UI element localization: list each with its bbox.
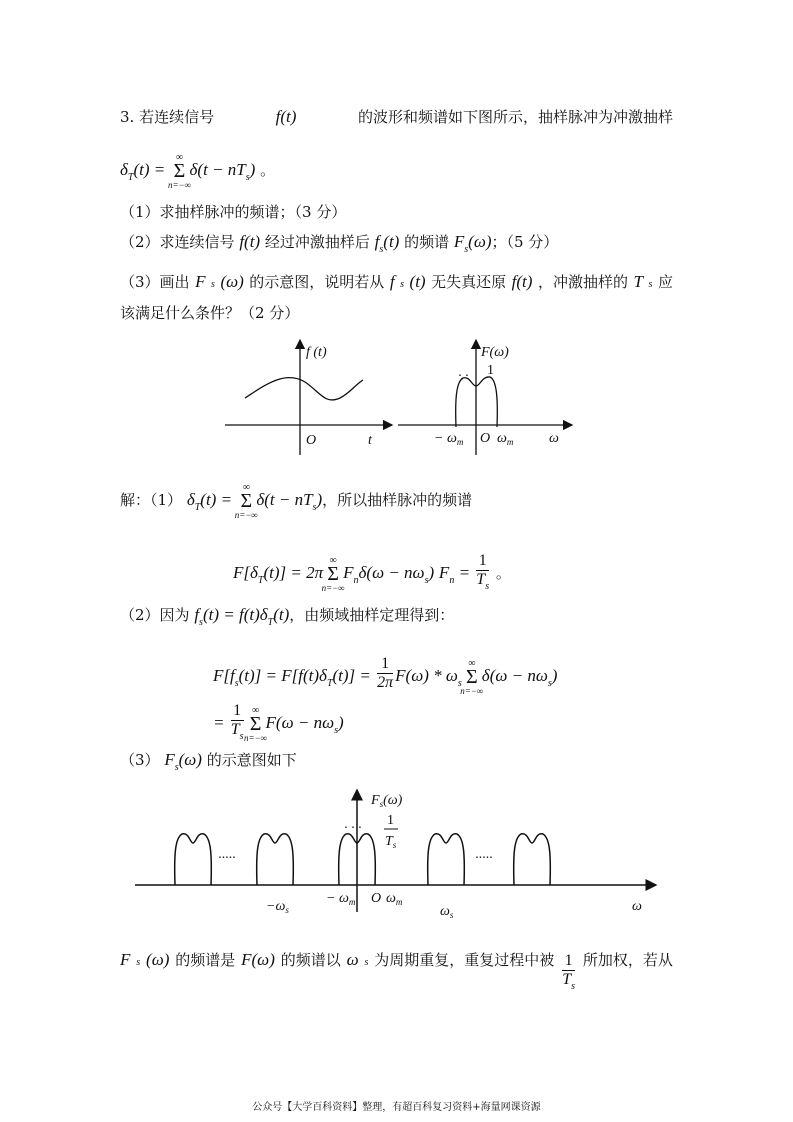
math-segment: s: [648, 279, 653, 290]
summation: ∞ Σ n=−∞: [463, 667, 481, 687]
text-segment: （2）求连续信号: [120, 233, 240, 251]
math-segment: δ: [120, 160, 128, 179]
spectrum-replica: [257, 834, 294, 885]
math-segment: δ(ω − nω: [481, 666, 548, 685]
fs-neg-ws-label: $-\omega_s$: [266, 899, 289, 915]
fraction-part: 1: [231, 702, 244, 721]
fs-peak-num: 1: [387, 813, 394, 828]
time-axis-label: t: [368, 433, 372, 448]
spectrum-replica: [514, 834, 551, 885]
math-segment: δ: [186, 490, 195, 509]
spectrum-replica: [175, 834, 212, 885]
math-segment: ): [551, 666, 558, 685]
freq-peak-label: 1: [487, 363, 494, 378]
fs-pos-wm-label: $\omega_m$: [386, 891, 403, 907]
math-segment: s: [136, 957, 141, 968]
math-segment: T: [326, 678, 333, 689]
math-segment: (t)] = 2π: [263, 563, 324, 582]
math-segment: (t) =: [133, 160, 170, 179]
math-segment: f(t): [511, 272, 533, 291]
text-segment: 应: [657, 273, 673, 291]
text-segment: 的波形和频谱如下图所示，抽样脉冲为冲激抽样: [357, 108, 673, 126]
fs-ws-label: $\omega_s$: [440, 904, 454, 920]
fraction-part: T: [230, 721, 240, 738]
math-segment: s: [211, 279, 215, 290]
text-segment: ，所以抽样脉冲的频谱: [322, 491, 473, 509]
fraction-part: T: [562, 971, 572, 988]
waveform-curve: [245, 378, 363, 400]
sum-upper-limit: ∞: [329, 555, 337, 566]
sum-lower-limit: n=−∞: [234, 510, 258, 520]
math-segment: δ(t − nT: [189, 160, 246, 179]
fraction-part: 1: [476, 552, 489, 571]
text-segment: 的频谱是: [175, 951, 236, 969]
text-segment: 的示意图，说明若从: [249, 273, 385, 291]
freq-ylabel: F(ω): [481, 345, 509, 360]
sum-lower-limit: n=−∞: [321, 583, 345, 593]
fraction-part: 1: [562, 952, 575, 971]
text-segment: 的频谱以: [280, 951, 341, 969]
math-segment: ): [316, 490, 323, 509]
math-segment: s: [400, 279, 405, 290]
text-segment: 3. 若连续信号: [120, 108, 215, 126]
summation: ∞ Σ n=−∞: [237, 491, 255, 511]
math-segment: δ(t − nT: [256, 490, 313, 509]
math-segment: s: [334, 725, 338, 736]
math-segment: (ω): [178, 750, 202, 769]
sum-upper-limit: ∞: [468, 658, 476, 669]
fraction-part: s: [239, 731, 244, 742]
text-segment: 为周期重复，重复过程中被: [374, 951, 555, 969]
math-segment: s: [364, 957, 369, 968]
fs-dots-left: ·····: [218, 851, 236, 866]
math-segment: s: [424, 575, 429, 586]
text-segment: 解：（1）: [120, 491, 187, 509]
fraction-part: s: [571, 981, 575, 992]
freq-dots: · ·: [458, 369, 469, 384]
math-segment: ): [428, 563, 435, 582]
math-segment: s: [174, 762, 179, 773]
math-segment: (ω): [468, 232, 492, 251]
math-segment: =: [213, 713, 229, 732]
math-segment: F: [120, 950, 131, 969]
math-segment: (t)] = F[f(t)δ: [238, 666, 327, 685]
text-segment: （1）求抽样脉冲的频谱；（3 分）: [120, 203, 347, 221]
math-segment: F: [438, 563, 450, 582]
sum-lower-limit: n=−∞: [167, 180, 192, 190]
math-segment: F(ω − nω: [265, 713, 335, 732]
math-segment: n: [353, 575, 359, 586]
math-segment: s: [199, 617, 203, 628]
math-segment: (t) =: [200, 490, 237, 509]
math-segment: T: [194, 502, 201, 513]
math-segment: f(t): [239, 232, 261, 251]
text-segment: （3）画出: [120, 273, 190, 291]
math-segment: F: [164, 750, 175, 769]
freq-pos-wm-label: $\omega_m$: [497, 431, 514, 447]
math-segment: (t): [409, 272, 426, 291]
math-segment: F: [343, 563, 354, 582]
footer-note: 公众号【大学百科资料】整理，有超百科复习资料+海量网课资源: [252, 1102, 541, 1113]
text-segment: ；（5 分）: [491, 233, 559, 251]
math-segment: (t): [273, 605, 290, 624]
math-segment: (t)] =: [332, 666, 376, 685]
math-segment: (t): [383, 232, 400, 251]
fraction-part: 2π: [377, 674, 394, 691]
math-segment: (ω): [220, 272, 244, 291]
summation: ∞ Σ n=−∞: [324, 564, 342, 584]
fs-axis-label: ω: [632, 899, 642, 914]
math-segment: s: [457, 678, 462, 689]
math-segment: s: [312, 502, 317, 513]
summation: ∞ Σ n=−∞: [247, 714, 265, 734]
math-segment: F: [453, 232, 465, 251]
math-segment: f: [194, 605, 200, 624]
fraction-part: T: [476, 571, 486, 588]
text-segment: 的频谱: [399, 233, 454, 251]
sum-upper-limit: ∞: [242, 482, 250, 493]
text-segment: 无失真还原: [431, 273, 507, 291]
time-ylabel: f (t): [306, 345, 327, 360]
math-segment: (t) = f(t)δ: [202, 605, 268, 624]
math-segment: T: [267, 617, 274, 628]
summation: ∞ Σ n=−∞: [171, 161, 189, 181]
math-segment: s: [379, 244, 384, 255]
freq-neg-wm-label: − $\omega_m$: [434, 431, 464, 447]
math-segment: n: [449, 575, 455, 586]
math-segment: s: [245, 172, 250, 183]
math-segment: δ(ω − nω: [358, 563, 425, 582]
spectrum-replica: [428, 834, 465, 885]
sum-upper-limit: ∞: [251, 705, 260, 716]
math-segment: F: [195, 272, 206, 291]
text-segment: ，冲激抽样的: [537, 273, 628, 291]
fs-ylabel: $F_s(\omega)$: [371, 793, 403, 809]
fs-dots-right: ·····: [475, 851, 493, 866]
math-segment: s: [234, 678, 239, 689]
math-segment: (ω): [146, 950, 170, 969]
fs-dots-center: · · ·: [344, 821, 362, 836]
sum-lower-limit: n=−∞: [244, 733, 268, 743]
text-segment: ，由频域抽样定理得到：: [289, 606, 455, 624]
freq-axis-label: ω: [549, 431, 559, 446]
math-segment: =: [454, 563, 475, 582]
fs-neg-wm-label: − $\omega_m$: [326, 891, 356, 907]
fraction-part: s: [485, 581, 490, 592]
time-origin-label: O: [306, 433, 317, 448]
text-segment: （3）: [120, 751, 165, 769]
math-segment: f(t): [275, 107, 297, 126]
fs-origin-label: O: [371, 891, 382, 906]
math-segment: ): [337, 713, 344, 732]
math-segment: s: [464, 244, 469, 255]
text-segment: 该满足什么条件？（2 分）: [120, 304, 300, 322]
math-segment: T: [633, 272, 643, 291]
sum-upper-limit: ∞: [175, 152, 184, 163]
text-segment: 。: [491, 564, 511, 582]
math-segment: T: [257, 575, 264, 586]
math-segment: f: [374, 232, 380, 251]
text-segment: 。: [255, 161, 276, 179]
fs-peak-den: $T_s$: [385, 834, 397, 850]
math-segment: f: [389, 272, 395, 291]
math-segment: F(ω): [241, 950, 275, 969]
math-segment: ω: [346, 950, 359, 969]
text-segment: （2）因为: [120, 606, 195, 624]
math-segment: F[f: [213, 666, 235, 685]
math-segment: T: [127, 172, 134, 183]
text-segment: 所加权，若从: [582, 951, 673, 969]
text-segment: 的示意图如下: [201, 751, 297, 769]
math-segment: ): [249, 160, 256, 179]
freq-origin-label: O: [480, 431, 491, 446]
fraction-part: 1: [377, 655, 393, 674]
math-segment: F(ω) * ω: [395, 666, 458, 685]
math-segment: F[δ: [233, 563, 258, 582]
sum-lower-limit: n=−∞: [460, 686, 484, 696]
math-segment: s: [547, 678, 552, 689]
text-segment: 经过冲激抽样后: [260, 233, 375, 251]
